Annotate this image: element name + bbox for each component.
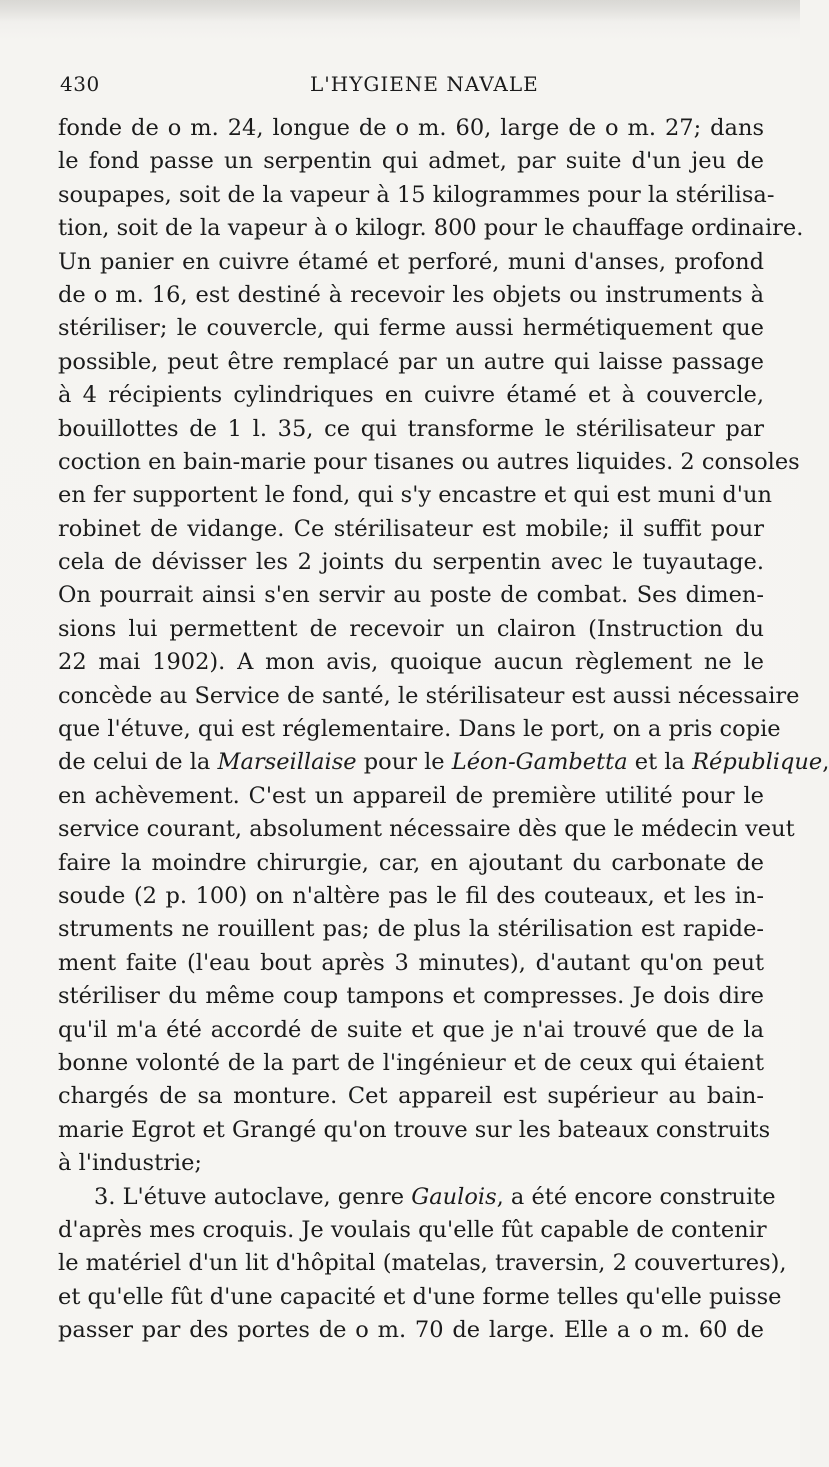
- text-line: On pourrait ainsi s'en servir au poste de combat. Ses dimen-: [58, 582, 764, 609]
- text-line: le matériel d'un lit d'hôpital (matelas, traversin, 2 couvertures),: [58, 1250, 787, 1277]
- ship-name-leon-gambetta: Léon-Gambetta: [451, 749, 628, 776]
- text-line: stériliser du même coup tampons et compresses. Je dois dire: [58, 983, 764, 1010]
- text-segment: 3. L'étuve autoclave, genre: [94, 1183, 412, 1210]
- body-text: [58, 112, 829, 1347]
- text-line: faire la moindre chirurgie, car, en ajoutant du carbonate de: [58, 849, 764, 876]
- text-line: struments ne rouillent pas; de plus la stérilisation est rapide-: [58, 916, 764, 943]
- scan-shadow: [0, 0, 800, 22]
- text-line: ment faite (l'eau bout après 3 minutes), d'autant qu'on peut: [58, 949, 764, 976]
- text-line: chargés de sa monture. Cet appareil est supérieur au bain-: [58, 1083, 764, 1110]
- text-line: bouillottes de 1 l. 35, ce qui transforme le stérilisateur par: [58, 415, 764, 442]
- ship-name-republique: République: [692, 749, 823, 776]
- text-line: concède au Service de santé, le stérilisateur est aussi nécessaire: [58, 682, 800, 709]
- text-line: soude (2 p. 100) on n'altère pas le fil des couteaux, et les in-: [58, 882, 764, 909]
- text-line: service courant, absolument nécessaire dès que le médecin veut: [58, 816, 795, 843]
- running-head: [60, 72, 760, 102]
- brand-name-gaulois: Gaulois: [411, 1183, 497, 1210]
- text-line: tion, soit de la vapeur à o kilogr. 800 pour le chauffage ordinaire.: [58, 215, 804, 242]
- text-segment: et la: [627, 749, 693, 776]
- text-segment: de celui de la: [58, 749, 218, 776]
- text-line: qu'il m'a été accordé de suite et que je n'ai trouvé que de la: [58, 1016, 764, 1043]
- text-line: fonde de o m. 24, longue de o m. 60, large de o m. 27; dans: [58, 115, 764, 141]
- text-line: possible, peut être remplacé par un autre qui laisse passage: [58, 348, 764, 375]
- text-line: 22 mai 1902). A mon avis, quoique aucun règlement ne le: [58, 649, 764, 676]
- text-segment: ,: [822, 749, 829, 776]
- text-line: soupapes, soit de la vapeur à 15 kilogrammes pour la stérilisa-: [58, 181, 775, 208]
- text-line: sions lui permettent de recevoir un clairon (Instruction du: [58, 615, 764, 642]
- text-line: en fer supportent le fond, qui s'y encastre et qui est muni d'un: [58, 482, 772, 509]
- text-line: cela de dévisser les 2 joints du serpentin avec le tuyautage.: [58, 549, 764, 576]
- text-segment: , a été encore construite: [496, 1183, 776, 1210]
- text-line: que l'étuve, qui est réglementaire. Dans le port, on a pris copie: [58, 716, 781, 743]
- text-line: Un panier en cuivre étamé et perforé, muni d'anses, profond: [58, 248, 764, 275]
- text-line: d'après mes croquis. Je voulais qu'elle fût capable de contenir: [58, 1216, 767, 1243]
- running-title: L'HYGIENE NAVALE: [310, 72, 539, 96]
- text-line: marie Egrot et Grangé qu'on trouve sur les bateaux construits: [58, 1116, 771, 1143]
- text-line: en achèvement. C'est un appareil de première utilité pour le: [58, 782, 764, 809]
- page-number: 430: [60, 72, 100, 96]
- text-line: et qu'elle fût d'une capacité et d'une forme telles qu'elle puisse: [58, 1283, 782, 1310]
- text-line: à 4 récipients cylindriques en cuivre étamé et à couvercle,: [58, 382, 764, 409]
- text-segment: pour le: [356, 749, 452, 776]
- text-line-ship-names: [58, 746, 829, 779]
- text-line: de o m. 16, est destiné à recevoir les objets ou instruments à: [58, 281, 764, 308]
- text-line: coction en bain-marie pour tisanes ou autres liquides. 2 consoles: [58, 448, 800, 475]
- text-line: stériliser; le couvercle, qui ferme aussi hermétiquement que: [58, 315, 764, 342]
- text-line: robinet de vidange. Ce stérilisateur est mobile; il suffit pour: [58, 515, 764, 542]
- ship-name-marseillaise: Marseillaise: [217, 749, 357, 776]
- text-line-paragraph-start: [58, 1181, 776, 1214]
- text-line: passer par des portes de o m. 70 de large. Elle a o m. 60 de: [58, 1317, 764, 1344]
- text-line: le fond passe un serpentin qui admet, par suite d'un jeu de: [58, 148, 764, 175]
- text-line-paragraph-end: à l'industrie;: [58, 1150, 202, 1177]
- text-line: bonne volonté de la part de l'ingénieur et de ceux qui étaient: [58, 1049, 764, 1076]
